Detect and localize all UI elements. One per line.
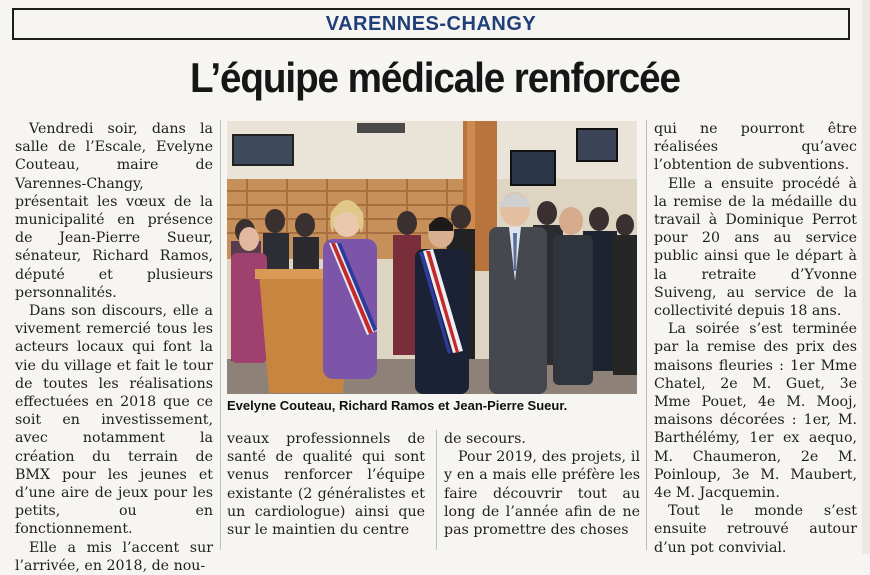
paragraph: de secours. — [444, 431, 526, 447]
article-column-1 — [15, 120, 213, 574]
paragraph: Elle a ensuite procédé à la remise de la médaille du travail à Dominique Perrot pour 20 ans au service public ainsi que le départ à la retraite d’Yvonne Suiveng, au service de la collectivité depuis 18 ans. — [654, 175, 857, 320]
paragraph: veaux professionnels de santé de qualité qui sont venus renforcer l’équipe existante (2 généralistes et un cardiologue) ainsi que sur le maintien du centre — [227, 431, 425, 539]
page-edge — [862, 0, 870, 554]
section-title: VARENNES-CHANGY — [325, 12, 537, 35]
paragraph: La soirée s’est terminée par la remise des prix des maisons fleuries : 1er Mme Chatel, 2e M. Guet, 3e Mme Pouet, 4e M. Mooj, maisons décorées : 1er, M. Barthélémy, 1er ex aequo, M. Chaumeron, 2e M. Poinloup, 3e M. Maubert, 4e M. Jacquemin. — [654, 321, 857, 502]
article-column-3 — [444, 430, 640, 550]
column-divider — [436, 430, 437, 550]
column-divider — [220, 120, 221, 550]
paragraph: Elle a mis l’accent sur l’arrivée, en 2018, de nou- — [15, 539, 213, 574]
paragraph: Vendredi soir, dans la salle de l’Escale, Evelyne Couteau, maire de Varennes-Changy, présentait les vœux de la municipalité en présence de Jean-Pierre Sueur, sénateur, Richard Ramos, député et plusieurs personnalités. — [15, 121, 213, 301]
paragraph: Dans son discours, elle a vivement remercié tous les acteurs locaux qui font la vie du village et fait le tour de toutes les réalisations effectuées en 2018 que ce soit en investissement, avec notamment la création du terrain de BMX pour les jeunes et d’une aire de jeux pour les petits, ou en fonctionnement. — [15, 303, 213, 538]
paragraph: Pour 2019, des projets, il y en a mais elle préfère les faire découvrir tout au long de l’année afin de ne pas promettre des choses — [444, 449, 640, 539]
headline: L’équipe médicale renforcée — [190, 54, 680, 101]
column-divider — [646, 120, 647, 550]
article-photo — [227, 121, 637, 394]
paragraph: Tout le monde s’est ensuite retrouvé autour d’un pot convivial. — [654, 503, 857, 556]
section-banner — [12, 8, 850, 40]
photo-caption: Evelyne Couteau, Richard Ramos et Jean-Pierre Sueur. — [227, 398, 568, 413]
article-column-2 — [227, 430, 425, 550]
paragraph: qui ne pourront être réalisées qu’avec l’obtention de subventions. — [654, 121, 857, 174]
photo-illustration — [227, 121, 637, 394]
article-column-4 — [654, 120, 857, 556]
